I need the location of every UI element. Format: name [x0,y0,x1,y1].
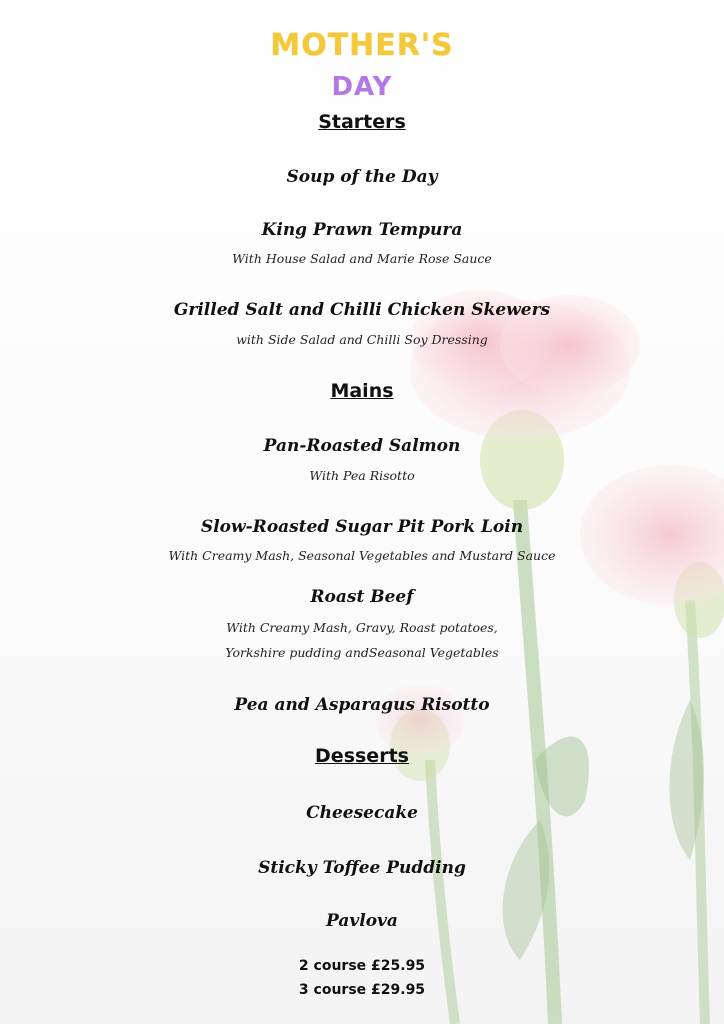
starter-king-prawn-tempura: King Prawn Tempura [261,220,463,240]
title-mothers: MOTHER'S [270,28,454,63]
mains-heading: Mains [330,380,394,402]
main-risotto: Pea and Asparagus Risotto [234,695,490,715]
main-roast-beef: Roast Beef [310,587,414,607]
price-three-course: 3 course £29.95 [298,982,426,998]
title-day: DAY [331,72,393,102]
main-salmon: Pan-Roasted Salmon [263,436,461,456]
dessert-pavlova: Pavlova [326,911,398,931]
price-two-course: 2 course £25.95 [298,958,426,974]
starter-king-prawn-tempura-desc: With House Salad and Marie Rose Sauce [232,251,492,266]
desserts-heading: Desserts [315,745,409,767]
dessert-cheesecake: Cheesecake [306,803,418,823]
starter-chicken-skewers-desc: with Side Salad and Chilli Soy Dressing [236,332,488,347]
main-salmon-desc: With Pea Risotto [309,468,415,483]
starter-chicken-skewers: Grilled Salt and Chilli Chicken Skewers [173,300,551,320]
main-pork-loin-desc: With Creamy Mash, Seasonal Vegetables and Mustard Sauce [168,548,556,563]
main-roast-beef-desc: With Creamy Mash, Gravy, Roast potatoes, [226,620,498,635]
main-pork-loin: Slow-Roasted Sugar Pit Pork Loin [200,517,524,537]
starters-heading: Starters [318,111,406,133]
dessert-sticky-toffee: Sticky Toffee Pudding [258,858,466,878]
main-roast-beef-desc-line2: Yorkshire pudding andSeasonal Vegetables [225,645,499,660]
starter-soup: Soup of the Day [286,167,438,187]
